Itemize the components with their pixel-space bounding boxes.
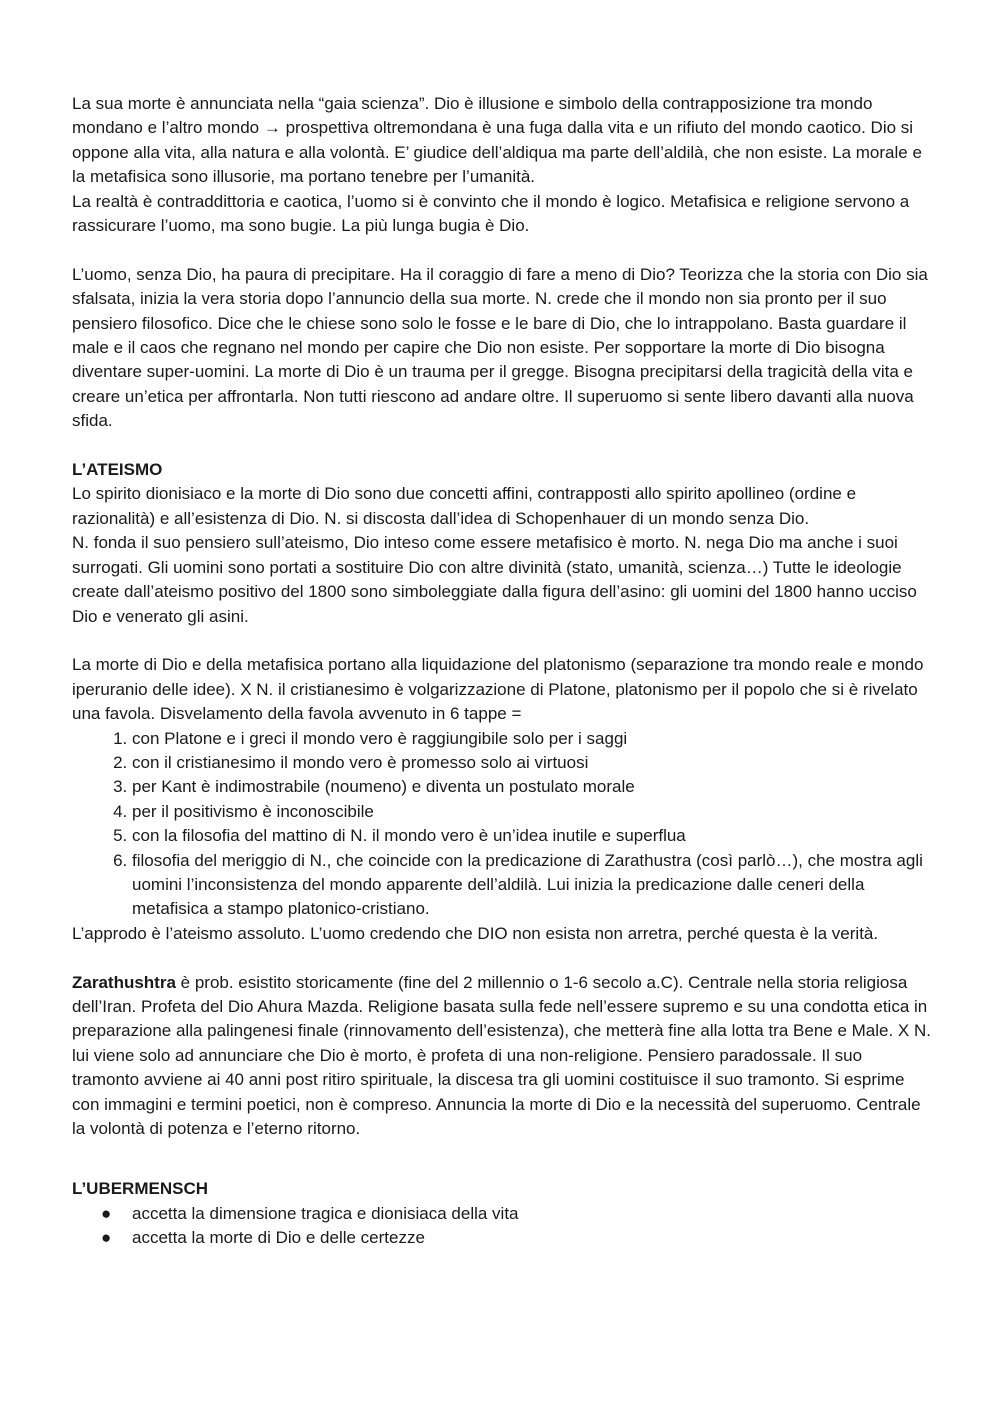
section-heading-ateismo: L’ATEISMO (72, 460, 163, 480)
document-page (72, 92, 932, 1251)
paragraph: La realtà è contraddittoria e caotica, l’uomo si è convinto che il mondo è logico. Metafisica e religione servono a rassicurare l’uomo, ma sono bugie. La più lunga bugia è Dio. (72, 191, 910, 236)
paragraph-zarathustra (72, 971, 932, 1142)
bullet-icon: ● (101, 1203, 112, 1223)
list-item: ● accetta la dimensione tragica e dionisiaca della vita (132, 1202, 932, 1226)
list-item: 4. per il positivismo è inconoscibile (132, 800, 932, 824)
section-heading-ubermensch: L’UBERMENSCH (72, 1179, 209, 1199)
paragraph: L’uomo, senza Dio, ha paura di precipitare. Ha il coraggio di fare a meno di Dio? Teorizza che la storia con Dio sia sfalsata, inizia la vera storia dopo l’annuncio della sua morte. N. crede che il mondo non sia pronto per il suo pensiero filosofico. Dice che le chiese sono solo le fosse e le bare di Dio, che lo intrappolano. Basta guardare il male e il caos che regnano nel mondo per capire che Dio non esiste. Per sopportare la morte di Dio bisogna diventare super-uomini. La morte di Dio è un trauma per il gregge. Bisogna precipitarsi della tragicità della vita e creare un’etica per affrontarla. Non tutti riescono ad andare oltre. Il superuomo si sente libero davanti alla nuova sfida. (72, 264, 928, 431)
bold-term: Zarathushtra (72, 972, 176, 992)
list-item: 5. con la filosofia del mattino di N. il mondo vero è un’idea inutile e superflua (132, 824, 932, 848)
list-item: 6. filosofia del meriggio di N., che coincide con la predicazione di Zarathustra (così parlò…), che mostra agli uomini l’inconsistenza del mondo apparente dell’aldilà. Lui inizia la predicazione dalle ceneri della metafisica a stampo platonico-cristiano. (132, 849, 932, 922)
paragraph: La morte di Dio e della metafisica portano alla liquidazione del platonismo (separazione tra mondo reale e mondo iperuranio delle idee). X N. il cristianesimo è volgarizzazione di Platone, platonismo per il popolo che si è rivelato una favola. Disvelamento della favola avvenuto in 6 tappe = (72, 655, 924, 724)
list-item: 1. con Platone e i greci il mondo vero è raggiungibile solo per i saggi (132, 727, 932, 751)
paragraph: La sua morte è annunciata nella “gaia scienza”. Dio è illusione e simbolo della contrapposizione tra mondo mondano e l’altro mondo → prospettiva oltremondana è una fuga dalla vita e un rifiuto del mondo caotico. Dio si oppone alla vita, alla natura e alla volontà. E’ giudice dell’aldiqua ma parte dell’aldilà, che non esiste. La morale e la metafisica sono illusorie, ma portano tenebre per l’umanità. (72, 94, 922, 187)
list-item: ● accetta la morte di Dio e delle certezze (132, 1226, 932, 1250)
paragraph: L’approdo è l’ateismo assoluto. L’uomo credendo che DIO non esista non arretra, perché questa è la verità. (72, 923, 879, 943)
list-item: 3. per Kant è indimostrabile (noumeno) e diventa un postulato morale (132, 775, 932, 799)
bullet-list (72, 1202, 932, 1251)
numbered-list (72, 727, 932, 922)
paragraph: N. fonda il suo pensiero sull’ateismo, Dio inteso come essere metafisico è morto. N. nega Dio ma anche i suoi surrogati. Gli uomini sono portati a sostituire Dio con altre divinità (stato, umanità, scienza…) Tutte le ideologie create dall’ateismo positivo del 1800 sono simboleggiate dalla figura dell’asino: gli uomini del 1800 hanno ucciso Dio e venerato gli asini. (72, 533, 917, 626)
paragraph-text: è prob. esistito storicamente (fine del 2 millennio o 1-6 secolo a.C). Centrale nella storia religiosa dell’Iran. Profeta del Dio Ahura Mazda. Religione basata sulla fede nell’essere supremo e su una condotta etica in preparazione alla palingenesi finale (rinnovamento dell’esistenza), che metterà fine alla lotta tra Bene e Male. X N. lui viene solo ad annunciare che Dio è morto, è profeta di una non-religione. Pensiero paradossale. Il suo tramonto avviene ai 40 anni post ritiro spirituale, la discesa tra gli uomini costituisce il suo tramonto. Si esprime con immagini e termini poetici, non è compreso. Annuncia la morte di Dio e la necessità del superuomo. Centrale la volontà di potenza e l’eterno ritorno. (72, 972, 931, 1138)
bullet-icon: ● (101, 1228, 112, 1248)
paragraph: Lo spirito dionisiaco e la morte di Dio sono due concetti affini, contrapposti allo spirito apollineo (ordine e razionalità) e all’esistenza di Dio. N. si discosta dall’idea di Schopenhauer di un mondo senza Dio. (72, 484, 857, 528)
list-item: 2. con il cristianesimo il mondo vero è promesso solo ai virtuosi (132, 751, 932, 775)
